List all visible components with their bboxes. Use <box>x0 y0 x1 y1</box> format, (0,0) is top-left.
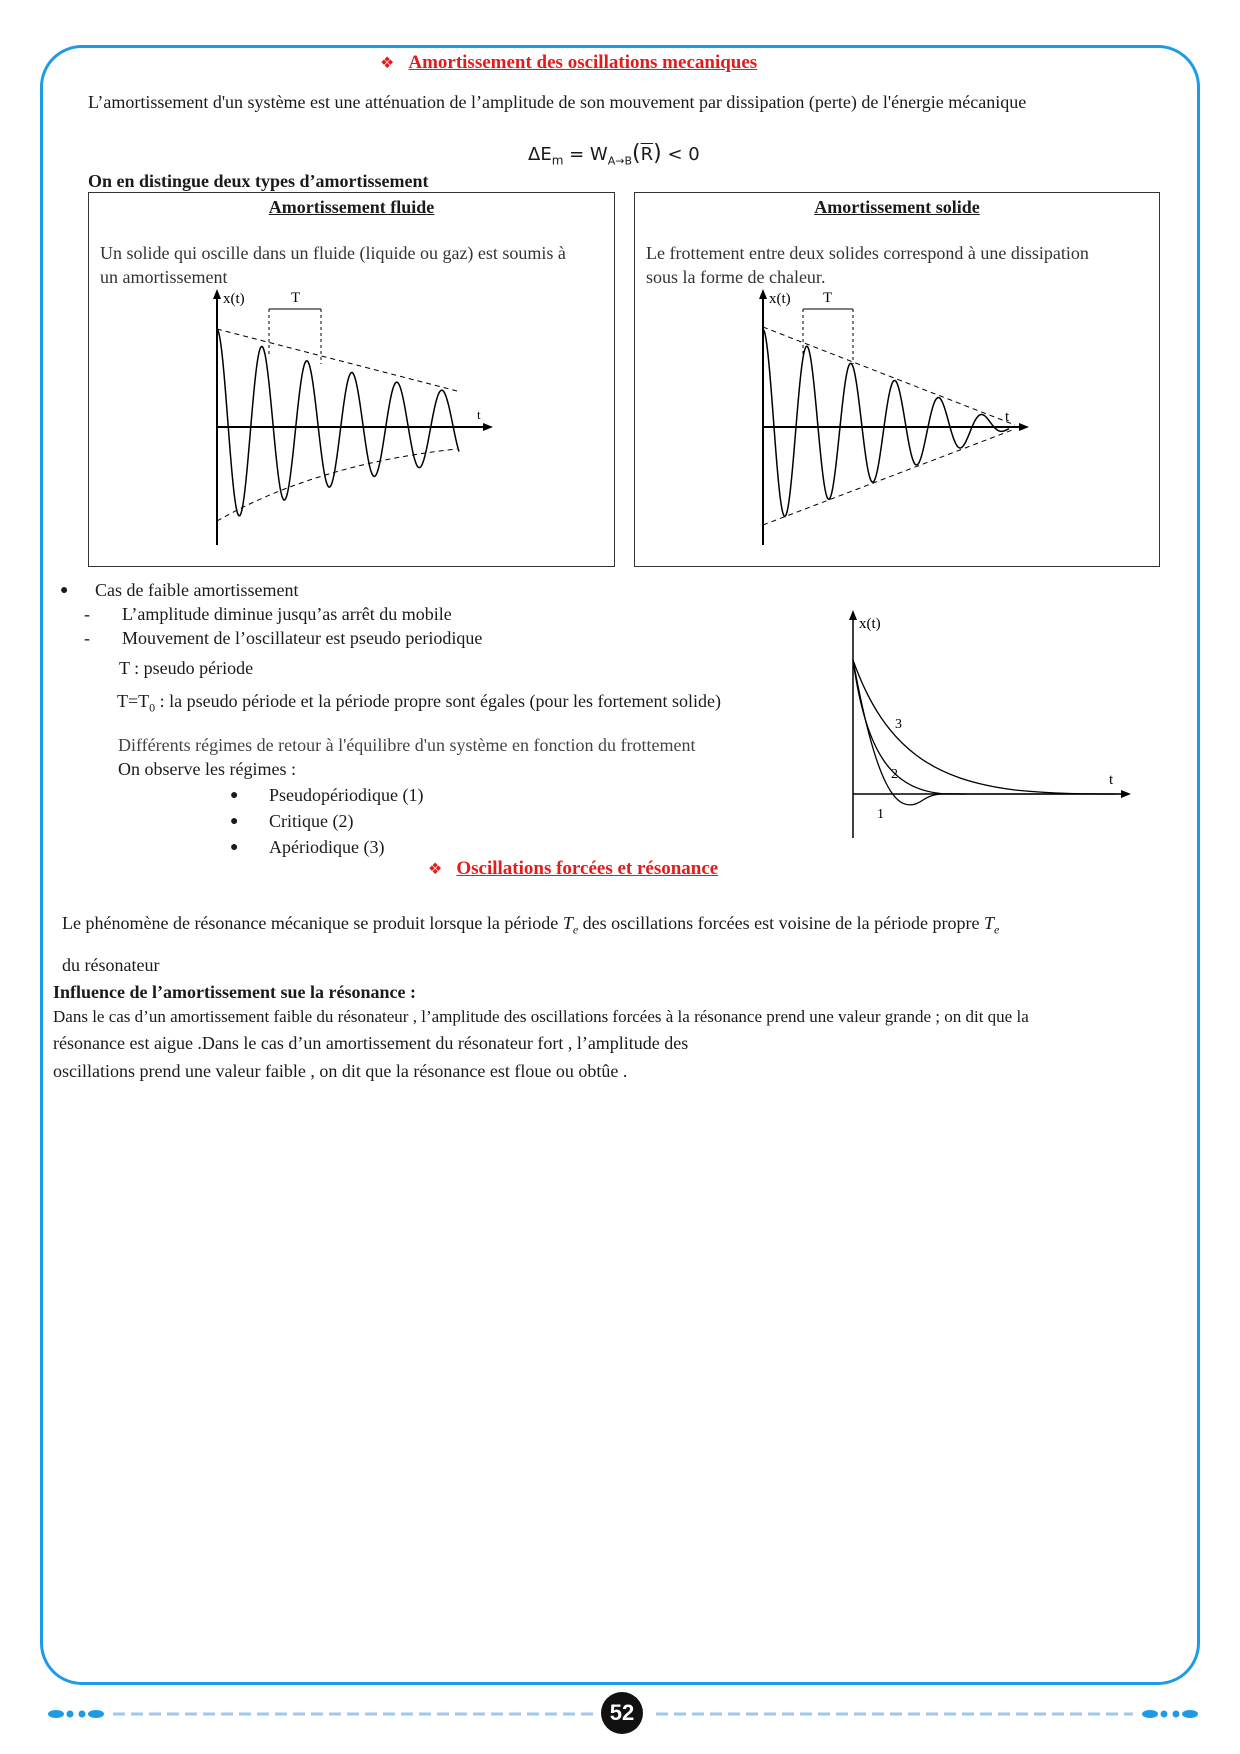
t-equals-t0 <box>117 689 721 720</box>
solid-damping-box <box>634 192 1160 567</box>
energy-formula <box>528 141 700 168</box>
influence-line3: oscillations prend une valeur faible , on dit que la résonance est floue ou obtûe . <box>53 1061 628 1081</box>
resonance-part3: du résonateur <box>62 955 160 975</box>
footer-right-flourish-icon <box>1142 1710 1198 1718</box>
pseudo-period-def: T : pseudo période <box>119 658 254 678</box>
diamond-bullet-icon: ❖ <box>380 55 395 72</box>
formula-sub-m: m <box>551 153 564 168</box>
weak-damping-dash2: Mouvement de l’oscillateur est pseudo periodique <box>122 628 483 648</box>
regimes-graph <box>835 610 1135 840</box>
section1-title: Amortissement des oscillations mecaniques <box>408 52 758 73</box>
influence-line2: résonance est aigue .Dans le cas d’un amortissement du résonateur fort , l’amplitude des <box>53 1033 689 1053</box>
dash-mark: - <box>84 628 90 648</box>
regime-item-2: Critique (2) <box>269 811 354 831</box>
diamond-bullet-icon: ❖ <box>428 861 443 878</box>
regime-label-1: 1 <box>877 807 884 822</box>
fluid-box-title: Amortissement fluide <box>268 197 435 217</box>
dash-mark: - <box>84 604 90 624</box>
solid-x-arrow <box>1019 423 1029 431</box>
section2-title: Oscillations forcées et résonance <box>456 858 719 879</box>
regimes-axis-y-label: x(t) <box>859 616 881 632</box>
fluid-period-label: T <box>291 290 301 306</box>
solid-box-text: Le frottement entre deux solides correspond à une dissipation sous la forme de chaleur. <box>646 243 1089 287</box>
solid-box-title: Amortissement solide <box>814 197 980 217</box>
solid-lower-envelope <box>763 429 1015 525</box>
fluid-damping-box <box>88 192 615 567</box>
regimes-observe: On observe les régimes : <box>118 759 296 779</box>
resonance-sentence <box>62 911 1162 942</box>
types-heading: On en distingue deux types d’amortissement <box>88 171 429 191</box>
formula-rhs: < 0 <box>661 144 700 165</box>
resonance-part1: Le phénomène de résonance mécanique se produit lorsque la période <box>62 913 563 933</box>
bullet-dot: ● <box>230 788 239 803</box>
section1-heading <box>380 52 757 74</box>
bullet-dot: ● <box>60 583 69 598</box>
bullet-dot: ● <box>230 814 239 829</box>
formula-eq: = W <box>563 144 608 165</box>
regimes-axis-x-label: t <box>1109 772 1114 788</box>
t0-sub: 0 <box>149 700 156 715</box>
regime-item-3: Apériodique (3) <box>269 837 385 857</box>
te-symbol-2: T <box>984 913 995 933</box>
fluid-box-text: Un solide qui oscille dans un fluide (liquide ou gaz) est soumis à un amortissement <box>100 243 566 287</box>
solid-axis-y-label: x(t) <box>769 291 791 307</box>
regime-item-1: Pseudopériodique (1) <box>269 785 424 805</box>
fluid-damping-graph <box>197 289 497 549</box>
formula-paren-open: ( <box>632 141 641 166</box>
fluid-x-arrow <box>483 423 493 431</box>
formula-paren-close: ) <box>653 141 662 166</box>
solid-damping-graph <box>743 289 1043 549</box>
fluid-y-arrow <box>213 289 221 299</box>
solid-axis-x-label: t <box>1005 409 1010 425</box>
te-sub-2: e <box>994 922 1000 937</box>
influence-heading: Influence de l’amortissement sue la résonance : <box>53 982 416 1002</box>
formula-delta-e: ΔE <box>528 144 552 165</box>
page-number: 52 <box>601 1692 643 1734</box>
te-sub: e <box>572 922 579 937</box>
regime-label-2: 2 <box>891 767 898 782</box>
footer-left-flourish-icon <box>48 1710 104 1718</box>
section2-heading <box>428 858 718 880</box>
regimes-intro: Différents régimes de retour à l'équilibre d'un système en fonction du frottement <box>118 735 696 755</box>
bullet-dot: ● <box>230 840 239 855</box>
fluid-axis-x-label: t <box>477 407 481 422</box>
weak-damping-dash1: L’amplitude diminue jusqu’as arrêt du mobile <box>122 604 452 624</box>
formula-sub-ab: A→B <box>607 154 633 168</box>
fluid-oscillation-curve <box>217 329 459 516</box>
te-symbol: T <box>562 913 573 933</box>
solid-oscillation-curve <box>763 329 1009 516</box>
t0-lhs: T=T <box>117 691 150 711</box>
formula-vector-r: $\overline{R}$ <box>640 144 654 165</box>
influence-line1: Dans le cas d’un amortissement faible du résonateur , l’amplitude des oscillations forcées à la résonance prend une valeur grande ; on dit que la <box>53 1007 1029 1026</box>
weak-damping-bullet: Cas de faible amortissement <box>95 580 299 600</box>
solid-period-label: T <box>823 290 833 306</box>
resonance-part2: des oscillations forcées est voisine de la période propre <box>578 913 985 933</box>
t0-text: : la pseudo période et la période propre sont égales (pour les fortement solide) <box>155 691 721 711</box>
regimes-y-arrow <box>849 610 857 620</box>
solid-y-arrow <box>759 289 767 299</box>
regime-label-3: 3 <box>895 717 902 732</box>
damping-definition: L’amortissement d'un système est une atténuation de l’amplitude de son mouvement par dissipation (perte) de l'énergie mécanique <box>88 92 1027 112</box>
fluid-upper-envelope <box>217 329 457 391</box>
fluid-axis-y-label: x(t) <box>223 291 245 307</box>
